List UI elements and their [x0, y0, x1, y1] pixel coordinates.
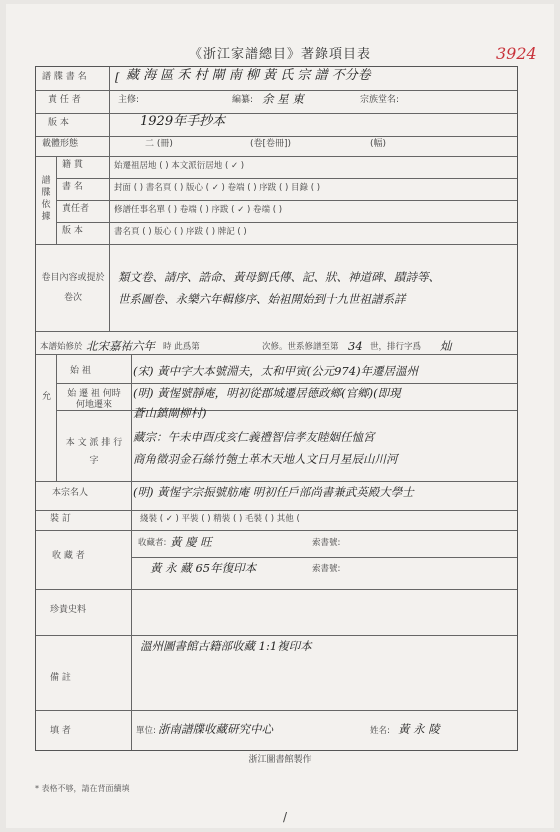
banben-options: 書名頁 ( ) 版心 ( ) 序跋 ( ) 牌記 ( )	[114, 227, 247, 237]
label-zhubian: 主修:	[118, 95, 140, 105]
beizhu-value: 溫州圖書館古籍部收藏 1:1複印本	[140, 639, 312, 653]
neirong-line-1: 類文卷、請序、誥命、黃母劉氏傳、記、狀、神道碑、蹟詩等、	[118, 270, 440, 284]
label-jiguan: 籍 貫	[62, 160, 83, 170]
label-xingming: 姓名:	[370, 726, 390, 736]
label-suoshu-1: 索書號:	[312, 538, 341, 548]
shiqian-line-2: 蒼山鎮閘柳村)	[133, 406, 207, 420]
benpu-start-value: 北宋嘉祐六年	[86, 339, 155, 353]
footnote: * 表格不够，請在背面續填	[35, 784, 130, 793]
label-zerenzhe: 責任者	[62, 204, 90, 214]
label-shoucang: 收 藏 者	[52, 551, 85, 561]
benpu-shixi-value: 34	[348, 339, 363, 353]
label-zhenyi: 珍貴史料	[50, 605, 87, 615]
serial-number: 3924	[496, 44, 537, 63]
label-benpu-start: 本譜始修於	[40, 342, 83, 352]
zerenzhe-options: 修譜任事名單 ( ) 卷端 ( ) 序跋 ( ✓ ) 卷端 ( )	[114, 205, 283, 215]
neirong-line-2: 世系圖卷、永樂六年輯修序、始祖開始到十九世祖譜系詳	[118, 292, 406, 306]
danwei-value: 浙南譜牒收藏研究中心	[158, 722, 273, 736]
label-shiqian: 始 遷 祖 何時何地遷來	[67, 389, 121, 410]
xingming-value: 黃 永 陵	[398, 722, 440, 736]
bianzuan-value: 余 星 東	[262, 92, 304, 106]
genealogy-title-value: 藏 海 區 禾 村 閘 南 柳 黃 氏 宗 譜 不分卷	[126, 68, 371, 83]
zaiti-juan: (卷[卷冊])	[250, 139, 292, 149]
label-zeren: 責 任 者	[48, 95, 81, 105]
zaiti-fu: (幅)	[370, 139, 387, 149]
benpu-paihang-value: 灿	[440, 339, 452, 353]
form-title: 《浙江家譜總目》著錄項目表	[188, 47, 371, 62]
page-mark: /	[283, 810, 288, 824]
shiqian-line-1: (明) 黃惺號靜庵，明初從郡城遷居德政鄉(官鄉)(即現	[133, 386, 401, 400]
jiguan-options: 始遷祖居地 ( ) 本文派衍居地 ( ✓ )	[114, 161, 245, 171]
label-benpu-shixi: 次修。世系修譜至第	[262, 342, 339, 352]
shuming-options: 封面 ( ) 書名頁 ( ) 版心 ( ✓ ) 卷端 ( ) 序跋 ( ) 目錄 ( )	[114, 183, 321, 193]
label-beizhu: 備 註	[50, 673, 71, 683]
zhuangding-options: 綫裝 ( ✓ ) 平裝 ( ) 精裝 ( ) 毛裝 ( ) 其他 (	[140, 514, 300, 524]
label-danwei: 單位:	[136, 726, 156, 736]
label-shuming: 書 名	[62, 182, 83, 192]
label-shizu: 始 祖	[70, 366, 91, 376]
shoucang-2-value: 黃 永 藏 65年復印本	[150, 561, 257, 575]
mingren-value: (明) 黃惺字宗振號舫庵 明初任戶部尚書兼武英殿大學士	[133, 485, 414, 499]
label-yun: 允	[42, 392, 52, 402]
label-shoucang-1: 收藏者:	[138, 538, 167, 548]
label-tianzhe: 填 者	[50, 726, 71, 736]
label-banben: 版 本	[48, 118, 69, 128]
label-pushu-name: 譜 牒 書 名	[42, 72, 87, 82]
label-suoshu-2: 索書號:	[312, 564, 341, 574]
footer-maker: 浙江圖書館製作	[248, 755, 312, 765]
label-benpu-ci: 時 此爲第	[163, 342, 200, 352]
zaiti-volumes: 二 (冊)	[145, 139, 173, 149]
label-banben2: 版 本	[62, 226, 83, 236]
benwen-line-1: 藏宗：午未申酉戌亥仁義禮智信孝友睦姻任恤宮	[133, 430, 375, 444]
shoucang-1-value: 黃 慶 旺	[170, 535, 212, 549]
title-prefix: [	[115, 70, 120, 84]
banben-value: 1929年手抄本	[140, 114, 226, 129]
label-mingren: 本宗名人	[52, 488, 89, 498]
label-neirong: 卷目內容或提於卷次	[41, 273, 105, 303]
label-bianzuan: 編纂:	[232, 95, 254, 105]
label-zongzu: 宗族堂名:	[360, 95, 400, 105]
label-zhuangding: 裝 訂	[50, 514, 71, 524]
shizu-value: (宋) 黃中字大本號淵夫，太和甲寅(公元974)年遷居溫州	[133, 364, 419, 378]
label-benpu-paihang: 世，排行字爲	[370, 342, 422, 352]
label-benwen: 本 文 派 排 行 字	[65, 438, 123, 466]
label-pulu-yiju: 譜牒依據	[41, 176, 51, 222]
benwen-line-2: 商角徵羽金石絲竹匏土革木天地人文日月星辰山川河	[133, 452, 398, 466]
label-zaiti: 載體形態	[42, 139, 79, 149]
